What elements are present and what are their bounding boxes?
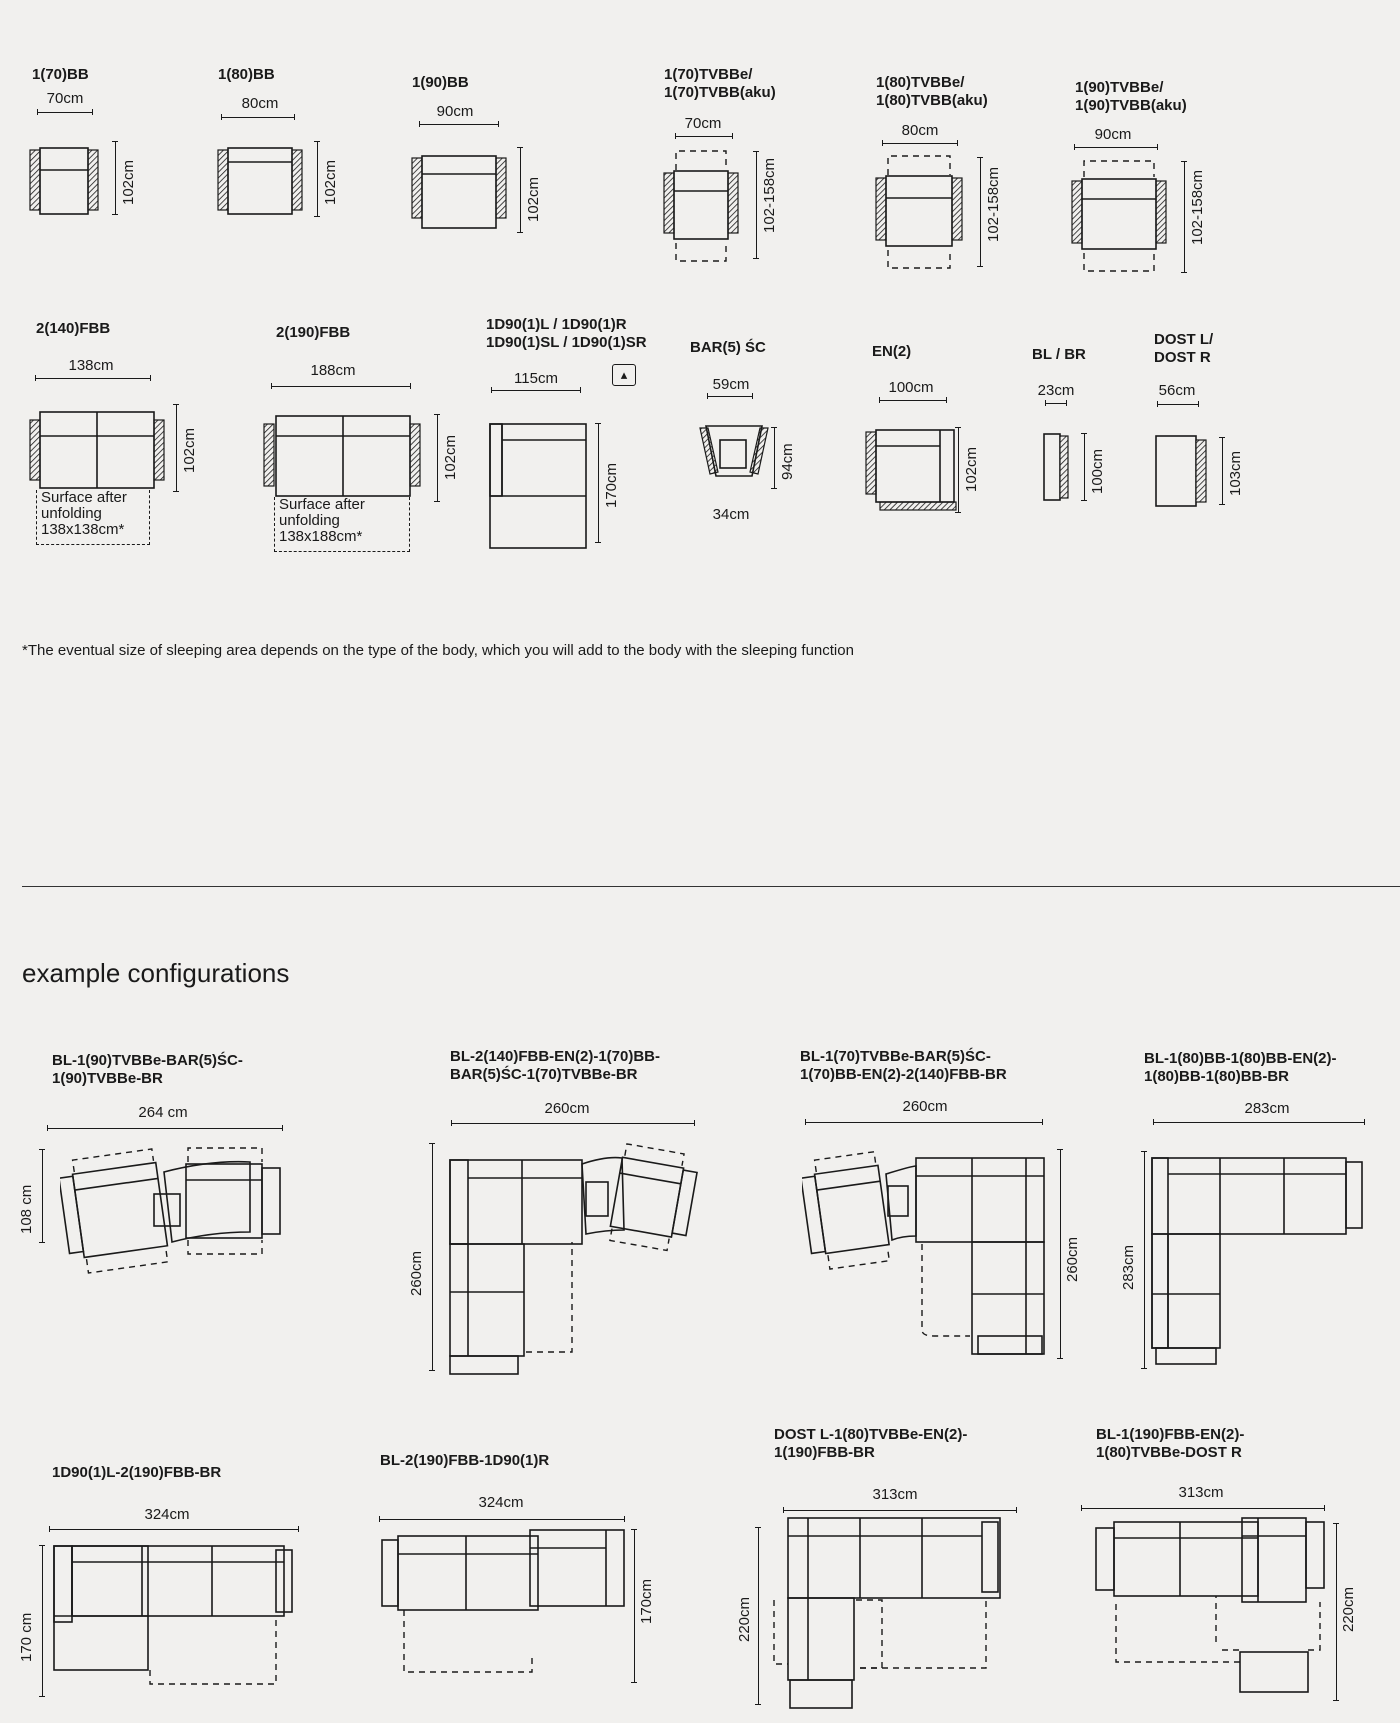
module-code: 2(140)FBB bbox=[36, 320, 111, 337]
module-code: BL / BR bbox=[1032, 346, 1086, 363]
config-code: BL-2(190)FBB-1D90(1)R bbox=[380, 1452, 550, 1469]
module-width-label: 80cm bbox=[901, 122, 939, 139]
section-title: example configurations bbox=[22, 958, 290, 988]
module-depth-label: 102cm bbox=[963, 446, 980, 492]
height-dimension-line bbox=[42, 1546, 43, 1696]
module-code: BAR(5) ŚC bbox=[690, 339, 766, 356]
height-dimension-line bbox=[1336, 1524, 1337, 1700]
config-code: DOST L-1(80)TVBBe-EN(2)- 1(190)FBB-BR bbox=[774, 1426, 968, 1461]
module-width-label: 90cm bbox=[436, 103, 474, 120]
depth-dimension-line bbox=[176, 405, 177, 491]
module-code: 2(190)FBB bbox=[276, 324, 351, 341]
config-width-label: 260cm bbox=[544, 1100, 590, 1117]
config-height-label: 260cm bbox=[1064, 1236, 1081, 1282]
module-width-label: 188cm bbox=[310, 362, 356, 379]
module-bar5-sc-drawing bbox=[696, 422, 780, 492]
module-depth-label: 100cm bbox=[1089, 448, 1106, 494]
config-code: BL-1(70)TVBBe-BAR(5)ŚC- 1(70)BB-EN(2)-2(140)FBB-BR bbox=[800, 1048, 1007, 1083]
width-dimension-line bbox=[420, 124, 498, 125]
module-width-label: 70cm bbox=[684, 115, 722, 132]
unfolding-surface-note: Surface after unfolding 138x138cm* bbox=[36, 490, 150, 545]
module-code: DOST L/ DOST R bbox=[1154, 331, 1214, 366]
config-code: 1D90(1)L-2(190)FBB-BR bbox=[52, 1464, 222, 1481]
depth-dimension-line bbox=[598, 424, 599, 542]
config-width-label: 313cm bbox=[1178, 1484, 1224, 1501]
unfolding-surface-note: Surface after unfolding 138x188cm* bbox=[274, 497, 410, 552]
depth-dimension-line bbox=[1184, 162, 1185, 272]
config-1-drawing bbox=[60, 1140, 300, 1290]
module-1-70-tvbbe-drawing bbox=[660, 145, 744, 270]
section-divider bbox=[22, 886, 1400, 887]
width-dimension-line bbox=[1154, 1122, 1364, 1123]
module-1-80-tvbbe-drawing bbox=[872, 150, 968, 275]
module-width-label: 23cm bbox=[1037, 382, 1075, 399]
width-dimension-line bbox=[708, 396, 752, 397]
module-depth-label: 102cm bbox=[525, 176, 542, 222]
module-code: 1(70)TVBBe/ 1(70)TVBB(aku) bbox=[664, 66, 776, 101]
config-6-drawing bbox=[378, 1524, 638, 1684]
width-dimension-line bbox=[880, 400, 946, 401]
depth-dimension-line bbox=[958, 428, 959, 512]
module-depth-label: 94cm bbox=[779, 443, 796, 480]
module-width-label: 90cm bbox=[1094, 126, 1132, 143]
height-dimension-line bbox=[42, 1150, 43, 1242]
config-height-label: 108 cm bbox=[18, 1184, 35, 1234]
width-dimension-line bbox=[380, 1519, 624, 1520]
module-width-label: 115cm bbox=[514, 370, 558, 387]
module-width-label: 59cm bbox=[712, 376, 750, 393]
module-code: EN(2) bbox=[872, 343, 912, 360]
config-width-label: 324cm bbox=[144, 1506, 190, 1523]
width-dimension-line bbox=[48, 1128, 282, 1129]
depth-dimension-line bbox=[317, 142, 318, 216]
module-1-80-bb-drawing bbox=[216, 140, 312, 230]
width-dimension-line bbox=[1075, 147, 1157, 148]
config-width-label: 260cm bbox=[902, 1098, 948, 1115]
depth-dimension-line bbox=[1222, 438, 1223, 504]
height-dimension-line bbox=[432, 1144, 433, 1370]
config-height-label: 220cm bbox=[1340, 1586, 1357, 1632]
depth-dimension-line bbox=[774, 428, 775, 488]
width-dimension-line bbox=[272, 386, 410, 387]
width-dimension-line bbox=[676, 136, 732, 137]
width-dimension-line bbox=[36, 378, 150, 379]
height-dimension-line bbox=[758, 1528, 759, 1704]
module-width-label: 70cm bbox=[46, 90, 84, 107]
module-depth-label: 102cm bbox=[442, 434, 459, 480]
config-code: BL-2(140)FBB-EN(2)-1(70)BB- BAR(5)ŚC-1(70)TVBBe-BR bbox=[450, 1048, 661, 1083]
config-4-drawing bbox=[1148, 1144, 1378, 1374]
module-width-label: 138cm bbox=[68, 357, 114, 374]
module-depth-label: 102cm bbox=[120, 159, 137, 205]
module-1d90-drawing bbox=[486, 418, 596, 553]
module-code: 1(80)BB bbox=[218, 66, 275, 83]
module-depth-label: 102cm bbox=[181, 427, 198, 473]
width-dimension-line bbox=[222, 117, 294, 118]
width-dimension-line bbox=[452, 1123, 694, 1124]
width-dimension-line bbox=[1082, 1508, 1324, 1509]
config-7-drawing bbox=[770, 1512, 1016, 1712]
sleeping-area-footnote: *The eventual size of sleeping area depends on the type of the body, which you will add to the body with the sleeping function bbox=[22, 642, 854, 659]
config-height-label: 170cm bbox=[638, 1578, 655, 1624]
config-height-label: 220cm bbox=[736, 1596, 753, 1642]
width-dimension-line bbox=[784, 1510, 1016, 1511]
config-width-label: 313cm bbox=[872, 1486, 918, 1503]
module-width-label: 56cm bbox=[1158, 382, 1196, 399]
config-width-label: 264 cm bbox=[138, 1104, 188, 1121]
module-depth-label: 103cm bbox=[1227, 450, 1244, 496]
module-code: 1D90(1)L / 1D90(1)R 1D90(1)SL / 1D90(1)SR bbox=[486, 316, 647, 351]
width-dimension-line bbox=[1158, 404, 1198, 405]
width-dimension-line bbox=[1046, 403, 1066, 404]
module-depth-label: 102-158cm bbox=[761, 157, 778, 233]
module-depth-label: 102-158cm bbox=[985, 166, 1002, 242]
module-bl-br-drawing bbox=[1040, 428, 1080, 508]
module-depth-label: 102cm bbox=[322, 159, 339, 205]
config-code: BL-1(90)TVBBe-BAR(5)ŚC- 1(90)TVBBe-BR bbox=[52, 1052, 243, 1087]
config-width-label: 283cm bbox=[1244, 1100, 1290, 1117]
config-height-label: 283cm bbox=[1120, 1244, 1137, 1290]
width-dimension-line bbox=[492, 390, 580, 391]
height-dimension-line bbox=[1060, 1150, 1061, 1358]
width-dimension-line bbox=[38, 112, 92, 113]
depth-dimension-line bbox=[756, 152, 757, 258]
config-width-label: 324cm bbox=[478, 1494, 524, 1511]
config-height-label: 170 cm bbox=[18, 1612, 35, 1662]
module-code: 1(90)BB bbox=[412, 74, 469, 91]
height-dimension-line bbox=[1144, 1152, 1145, 1368]
config-code: BL-1(80)BB-1(80)BB-EN(2)- 1(80)BB-1(80)BB-BR bbox=[1144, 1050, 1337, 1085]
depth-dimension-line bbox=[437, 415, 438, 501]
module-en2-drawing bbox=[862, 424, 962, 516]
module-depth-label: 170cm bbox=[603, 462, 620, 508]
module-code: 1(70)BB bbox=[32, 66, 89, 83]
depth-dimension-line bbox=[980, 158, 981, 266]
config-5-drawing bbox=[50, 1540, 310, 1700]
width-dimension-line bbox=[50, 1529, 298, 1530]
config-8-drawing bbox=[1092, 1512, 1332, 1712]
config-3-drawing bbox=[802, 1140, 1052, 1365]
module-2-140-fbb-drawing bbox=[28, 408, 168, 493]
depth-dimension-line bbox=[115, 142, 116, 214]
module-2-190-fbb-drawing bbox=[262, 412, 422, 502]
module-code: 1(80)TVBBe/ 1(80)TVBB(aku) bbox=[876, 74, 988, 109]
config-height-label: 260cm bbox=[408, 1250, 425, 1296]
width-dimension-line bbox=[806, 1122, 1042, 1123]
module-1-90-bb-drawing bbox=[410, 148, 514, 238]
module-depth-label: 102-158cm bbox=[1189, 169, 1206, 245]
module-dost-drawing bbox=[1152, 430, 1218, 512]
bed-icon: ▴ bbox=[612, 364, 636, 386]
module-width-label: 80cm bbox=[241, 95, 279, 112]
depth-dimension-line bbox=[1084, 434, 1085, 500]
module-code: 1(90)TVBBe/ 1(90)TVBB(aku) bbox=[1075, 79, 1187, 114]
module-1-70-bb-drawing bbox=[28, 140, 108, 230]
module-bottom-width-label: 34cm bbox=[712, 506, 750, 523]
width-dimension-line bbox=[883, 143, 957, 144]
module-width-label: 100cm bbox=[888, 379, 934, 396]
config-2-drawing bbox=[446, 1142, 706, 1377]
module-1-90-tvbbe-drawing bbox=[1068, 155, 1172, 280]
depth-dimension-line bbox=[520, 148, 521, 232]
config-code: BL-1(190)FBB-EN(2)- 1(80)TVBBe-DOST R bbox=[1096, 1426, 1245, 1461]
